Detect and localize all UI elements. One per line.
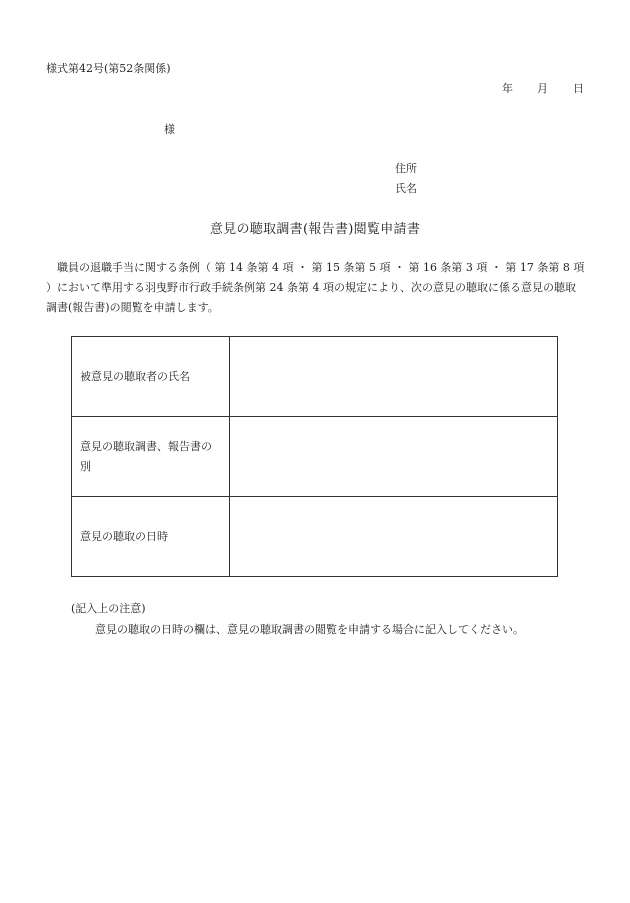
application-table xyxy=(71,336,558,577)
table-row xyxy=(72,497,558,577)
date-month-label: 月 xyxy=(537,82,548,95)
body-paragraph: 職員の退職手当に関する条例（ 第 14 条第 4 項 ・ 第 15 条第 5 項 ・ 第 16 条第 3 項 ・ 第 17 条第 8 項 ）において準用する羽曳野市行政手続条例第 24 条第 4 項の規定により、次の意見の聴取に係る意見の聴取調書(報告書)の閲覧を申請します。 xyxy=(46,261,585,314)
document-title: 意見の聴取調書(報告書)閲覧申請書 xyxy=(209,222,421,237)
date-year-label: 年 xyxy=(502,82,513,95)
notes-heading: (記入上の注意) xyxy=(71,602,146,615)
table-row xyxy=(72,417,558,497)
applicant-name-label: 氏名 xyxy=(395,182,417,195)
row-label-document-type: 意見の聴取調書、報告書の別 xyxy=(72,417,230,497)
row-value-document-type[interactable] xyxy=(230,417,558,497)
row-value-applicant-name[interactable] xyxy=(230,337,558,417)
table-row xyxy=(72,337,558,417)
form-number: 様式第42号(第52条関係) xyxy=(46,62,171,75)
row-label-hearing-datetime: 意見の聴取の日時 xyxy=(72,497,230,577)
addressee-suffix: 様 xyxy=(164,123,175,136)
row-value-hearing-datetime[interactable] xyxy=(230,497,558,577)
date-day-label: 日 xyxy=(573,82,584,95)
row-label-applicant-name: 被意見の聴取者の氏名 xyxy=(72,337,230,417)
applicant-address-label: 住所 xyxy=(395,162,417,175)
notes-text: 意見の聴取の日時の欄は、意見の聴取調書の閲覧を申請する場合に記入してください。 xyxy=(95,623,524,636)
